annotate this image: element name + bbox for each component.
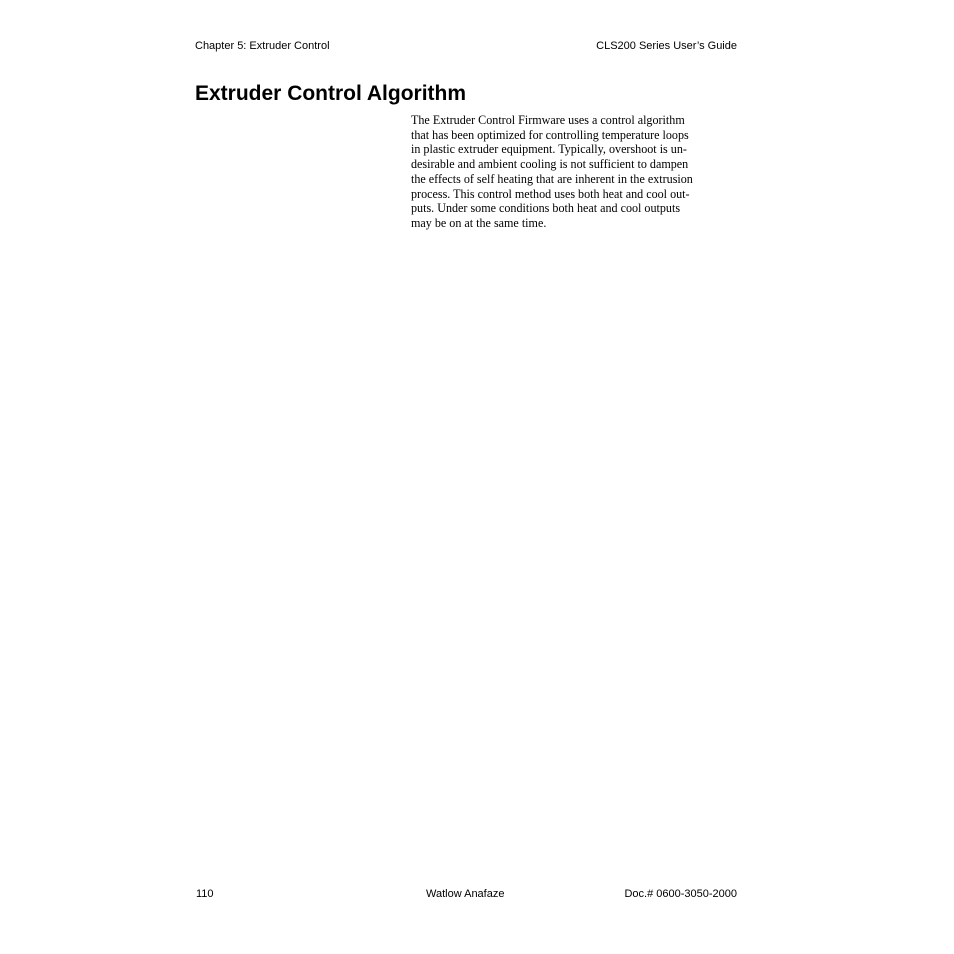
paragraph-line: may be on at the same time. xyxy=(411,215,547,230)
paragraph-line: puts. Under some conditions both heat and cool outputs xyxy=(411,201,681,216)
section-paragraph xyxy=(411,113,741,231)
section-title: Extruder Control Algorithm xyxy=(195,82,467,105)
document-number: Doc.# 0600-3050-2000 xyxy=(624,888,737,900)
paragraph-line: the effects of self heating that are inherent in the extrusion xyxy=(411,171,693,186)
publisher-name: Watlow Anafaze xyxy=(426,888,505,900)
guide-running-head: CLS200 Series User’s Guide xyxy=(596,40,737,52)
paragraph-line: desirable and ambient cooling is not sufficient to dampen xyxy=(411,157,689,172)
chapter-running-head: Chapter 5: Extruder Control xyxy=(195,40,330,52)
paragraph-line: process. This control method uses both heat and cool out- xyxy=(411,186,690,201)
page-number: 110 xyxy=(196,888,214,900)
paragraph-line: that has been optimized for controlling temperature loops xyxy=(411,127,689,142)
paragraph-line: in plastic extruder equipment. Typically, overshoot is un- xyxy=(411,142,687,157)
paragraph-line: The Extruder Control Firmware uses a control algorithm xyxy=(411,113,685,127)
